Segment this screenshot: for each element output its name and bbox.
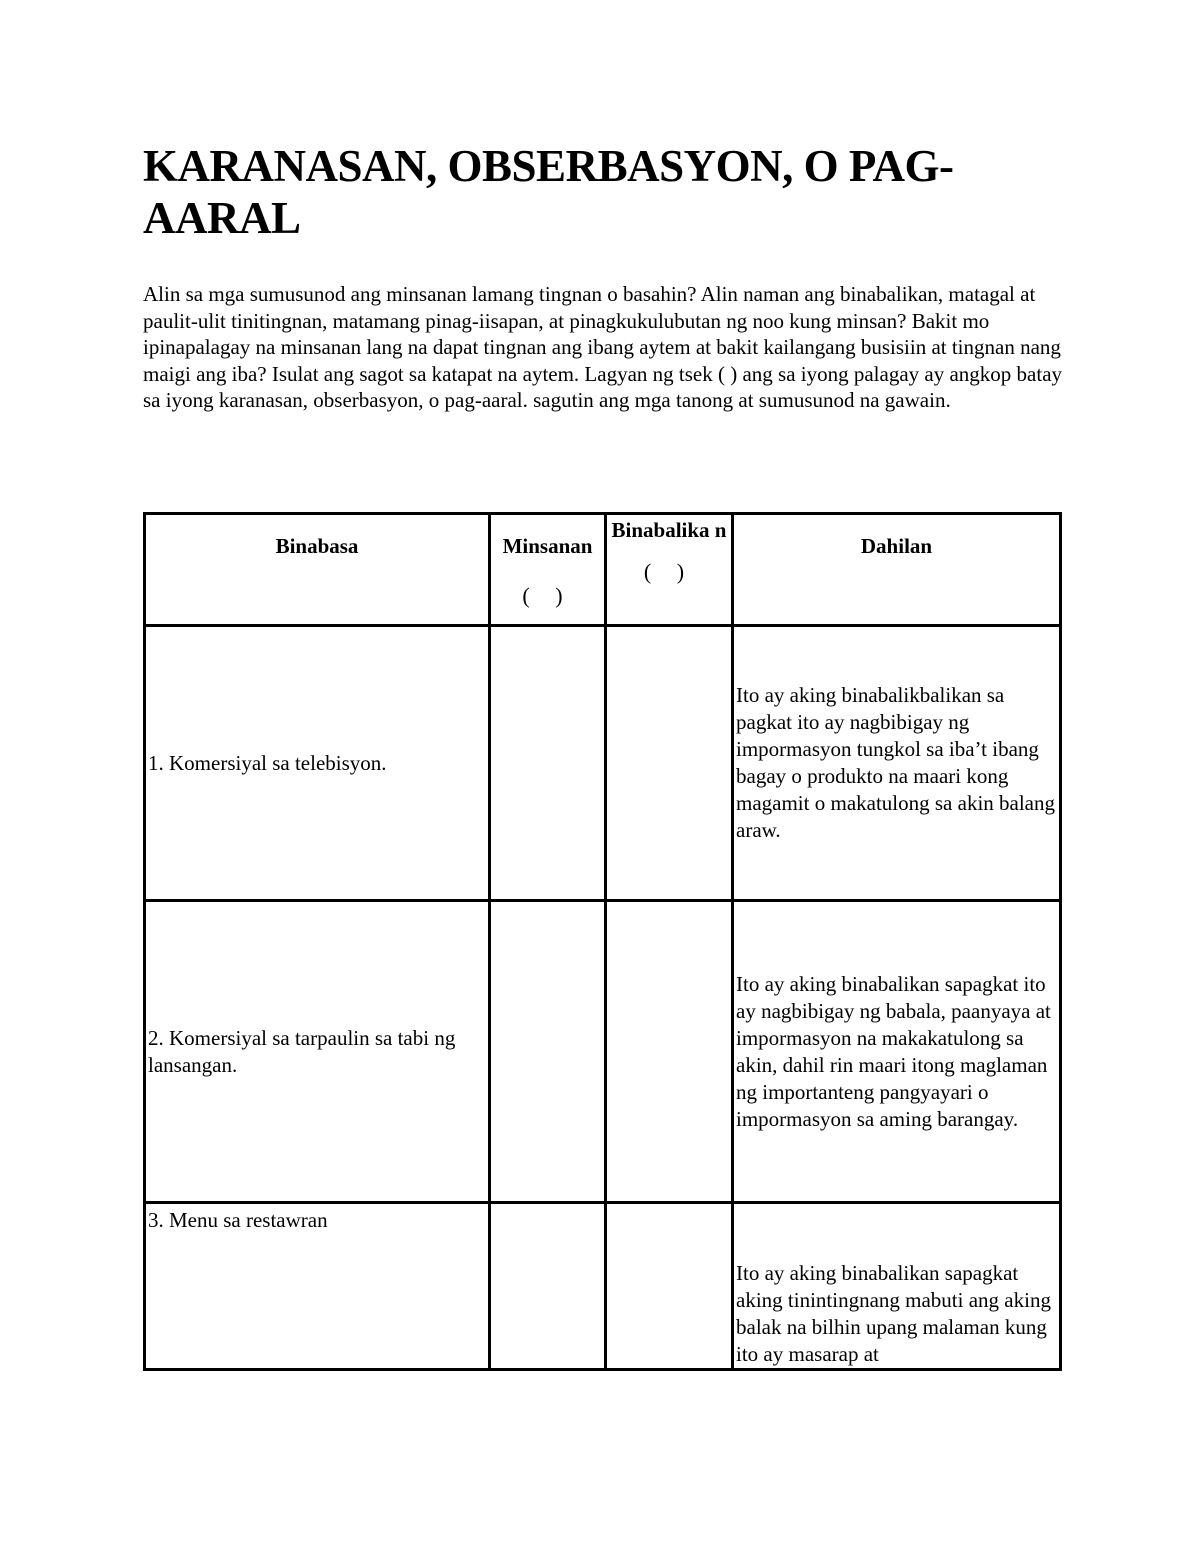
minsanan-check-placeholder: ( ) (522, 583, 573, 608)
header-minsanan (490, 514, 606, 626)
table-row (145, 626, 1061, 901)
minsanan-check-cell[interactable] (490, 1203, 606, 1370)
header-binabalikan (606, 514, 733, 626)
binabalikan-check-cell[interactable] (606, 1203, 733, 1370)
header-binabasa (145, 514, 490, 626)
header-dahilan-label: Dahilan (860, 534, 933, 558)
minsanan-check-cell[interactable] (490, 901, 606, 1203)
reason-cell (733, 901, 1061, 1203)
binabalikan-check-cell[interactable] (606, 901, 733, 1203)
minsanan-check-cell[interactable] (490, 626, 606, 901)
binabalikan-check-placeholder: ( ) (643, 559, 695, 584)
item-label: 1. Komersiyal sa telebisyon. (148, 750, 387, 775)
header-binabalikan-label: Binabalika n (611, 518, 727, 542)
header-minsanan-label: Minsanan (502, 534, 593, 558)
header-dahilan (733, 514, 1061, 626)
table-header-row (145, 514, 1061, 626)
table-row (145, 1203, 1061, 1370)
reason-text: Ito ay aking binabalikbalikan sa pagkat ito ay nagbibigay ng impormasyon tungkol sa iba’t ibang bagay o produkto na maari kong magamit o makatulong sa akin balang araw. (736, 683, 1055, 842)
reason-cell (733, 1203, 1061, 1370)
item-label: 2. Komersiyal sa tarpaulin sa tabi ng lansangan. (148, 1025, 456, 1077)
reason-text: Ito ay aking binabalikan sapagkat ito ay nagbibigay ng babala, paanyaya at impormasyon na makakatulong sa akin, dahil rin maari itong maglaman ng importanteng pangyayari o impormasyon sa aming barangay. (736, 971, 1051, 1131)
item-label: 3. Menu sa restawran (148, 1208, 328, 1232)
document-title: KARANASAN, OBSERBASYON, O PAG-AARAL (143, 141, 954, 243)
instructions-paragraph: Alin sa mga sumusunod ang minsanan lamang tingnan o basahin? Alin naman ang binabalikan, matagal at paulit-ulit tinitingnan, matamang pinag-iisapan, at pinagkukulubutan ng noo kung minsan? Bakit mo ipinapalagay na minsanan lang na dapat tingnan ang ibang aytem at bakit kailangang busisiin at tingnan nang maigi ang iba? Isulat ang sagot sa katapat na aytem. Lagyan ng tsek ( ) ang sa iyong palagay ay angkop batay sa iyong karanasan, obserbasyon, o pag-aaral. sagutin ang mga tanong at sumusunod na gawain. (143, 282, 1063, 412)
binabalikan-check-cell[interactable] (606, 626, 733, 901)
reason-cell (733, 626, 1061, 901)
item-cell (145, 1203, 490, 1370)
table-row (145, 901, 1061, 1203)
reason-text: Ito ay aking binabalikan sapagkat aking tinintingnang mabuti ang aking balak na bilhin upang malaman kung ito ay masarap at (736, 1261, 1051, 1366)
item-cell (145, 901, 490, 1203)
header-binabasa-label: Binabasa (275, 534, 359, 558)
item-cell (145, 626, 490, 901)
answer-table (143, 512, 1062, 1371)
